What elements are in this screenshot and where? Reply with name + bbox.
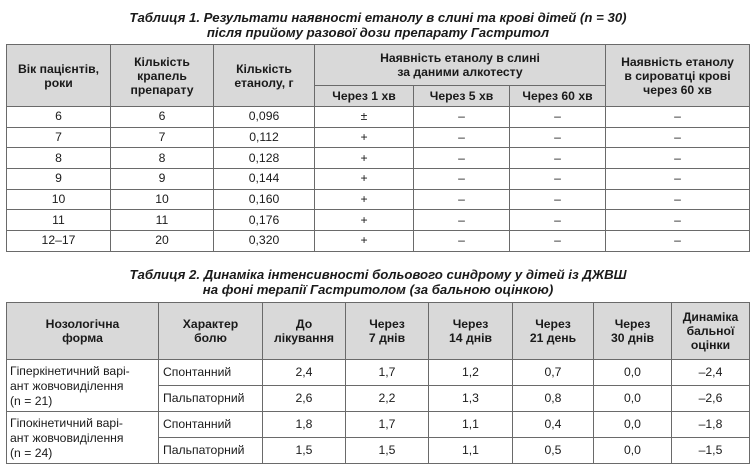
table-cell: 0,096 [214, 107, 315, 128]
header-age: Вік пацієнтів, роки [7, 45, 111, 107]
pain-type-cell: Спонтанний [159, 360, 263, 386]
table-row [7, 107, 750, 128]
table-cell: –2,4 [672, 360, 750, 386]
header-form: Нозологічна форма [7, 303, 159, 360]
table-cell: 12–17 [7, 231, 111, 252]
table-cell: – [510, 169, 606, 190]
table-cell: 0,7 [513, 360, 594, 386]
table-row [7, 360, 750, 386]
table-cell: – [414, 189, 510, 210]
table1-title [0, 10, 756, 40]
table-cell: 2,4 [263, 360, 346, 386]
header-60min: Через 60 хв [510, 86, 606, 107]
table-cell: 10 [111, 189, 214, 210]
table-cell: 1,1 [429, 438, 513, 464]
table-cell: – [606, 107, 750, 128]
table-cell: – [510, 107, 606, 128]
table-cell: 1,5 [346, 438, 429, 464]
header-before: До лікування [263, 303, 346, 360]
header-drops: Кількість крапель препарату [111, 45, 214, 107]
table-cell: – [414, 210, 510, 231]
table-row [7, 412, 750, 438]
table-cell: 1,3 [429, 386, 513, 412]
header-pain: Характер болю [159, 303, 263, 360]
table-cell: –2,6 [672, 386, 750, 412]
header-5min: Через 5 хв [414, 86, 510, 107]
table-cell: 0,112 [214, 127, 315, 148]
table1-title-line2: після прийому разової дози препарату Гастритол [206, 25, 550, 40]
header-saliva: Наявність етанолу в слині за даними алкотесту [315, 45, 606, 86]
table-cell: 0,320 [214, 231, 315, 252]
table-cell: 10 [7, 189, 111, 210]
table1 [6, 44, 750, 252]
table-cell: – [510, 148, 606, 169]
table-cell: –1,8 [672, 412, 750, 438]
table-row [7, 189, 750, 210]
nosology-form-cell: Гіпокінетичний варі- ант жовчовиділення (n = 24) [7, 412, 159, 464]
header-14days: Через 14 днів [429, 303, 513, 360]
table-cell: 6 [111, 107, 214, 128]
table-row [7, 231, 750, 252]
table-cell: 0,144 [214, 169, 315, 190]
table-cell: 8 [7, 148, 111, 169]
table-cell: 11 [7, 210, 111, 231]
table-cell: + [315, 210, 414, 231]
table-cell: – [606, 231, 750, 252]
table-cell: 11 [111, 210, 214, 231]
table-cell: 1,2 [429, 360, 513, 386]
table1-title-line1: Таблиця 1. Результати наявності етанолу в слині та крові дітей (n = 30) [129, 10, 627, 25]
table2-body [7, 360, 750, 464]
table-cell: – [414, 148, 510, 169]
header-serum: Наявність етанолу в сироватці крові через 60 хв [606, 45, 750, 107]
header-7days: Через 7 днів [346, 303, 429, 360]
table-cell: 1,7 [346, 360, 429, 386]
table-cell: 6 [7, 107, 111, 128]
table-cell: – [606, 127, 750, 148]
table-cell: + [315, 189, 414, 210]
header-dynamics: Динаміка бальної оцінки [672, 303, 750, 360]
header-21days: Через 21 день [513, 303, 594, 360]
table2-title-line2: на фоні терапії Гастритолом (за бальною оцінкою) [202, 282, 554, 297]
table-cell: + [315, 231, 414, 252]
table-cell: – [606, 169, 750, 190]
table-cell: 0,0 [594, 360, 672, 386]
table-cell: 7 [111, 127, 214, 148]
table-cell: – [510, 210, 606, 231]
table-cell: 1,7 [346, 412, 429, 438]
table-row [7, 148, 750, 169]
header-30days: Через 30 днів [594, 303, 672, 360]
table-cell: ± [315, 107, 414, 128]
nosology-form-cell: Гіперкінетичний варі- ант жовчовиділення (n = 21) [7, 360, 159, 412]
table-cell: 1,8 [263, 412, 346, 438]
table2-title [0, 267, 756, 297]
table-cell: 0,160 [214, 189, 315, 210]
table-cell: –1,5 [672, 438, 750, 464]
table-cell: – [606, 189, 750, 210]
table-cell: + [315, 148, 414, 169]
table-cell: – [510, 231, 606, 252]
pain-type-cell: Пальпаторний [159, 386, 263, 412]
table-cell: 9 [111, 169, 214, 190]
table-cell: – [510, 127, 606, 148]
table-row [7, 169, 750, 190]
table-cell: – [606, 148, 750, 169]
table-cell: 7 [7, 127, 111, 148]
table-cell: + [315, 127, 414, 148]
pain-type-cell: Спонтанний [159, 412, 263, 438]
header-ethanol: Кількість етанолу, г [214, 45, 315, 107]
table-cell: 20 [111, 231, 214, 252]
table-row [7, 210, 750, 231]
table-cell: – [414, 231, 510, 252]
table-cell: 1,5 [263, 438, 346, 464]
table-cell: 2,6 [263, 386, 346, 412]
table-cell: 0,4 [513, 412, 594, 438]
table-cell: 0,128 [214, 148, 315, 169]
pain-type-cell: Пальпаторний [159, 438, 263, 464]
header-1min: Через 1 хв [315, 86, 414, 107]
table2 [6, 302, 750, 464]
table1-body [7, 107, 750, 252]
table-cell: 1,1 [429, 412, 513, 438]
table-cell: 0,176 [214, 210, 315, 231]
table-cell: 0,5 [513, 438, 594, 464]
table-cell: 0,0 [594, 412, 672, 438]
table-cell: 2,2 [346, 386, 429, 412]
table-cell: 8 [111, 148, 214, 169]
table-row [7, 127, 750, 148]
table2-title-line1: Таблиця 2. Динаміка інтенсивності больового синдрому у дітей із ДЖВШ [129, 267, 627, 282]
table-cell: 0,0 [594, 438, 672, 464]
table-cell: + [315, 169, 414, 190]
table-cell: – [414, 169, 510, 190]
table-cell: 9 [7, 169, 111, 190]
table-cell: – [414, 127, 510, 148]
table-cell: 0,0 [594, 386, 672, 412]
table-cell: – [414, 107, 510, 128]
table-cell: – [510, 189, 606, 210]
table-cell: – [606, 210, 750, 231]
table-cell: 0,8 [513, 386, 594, 412]
